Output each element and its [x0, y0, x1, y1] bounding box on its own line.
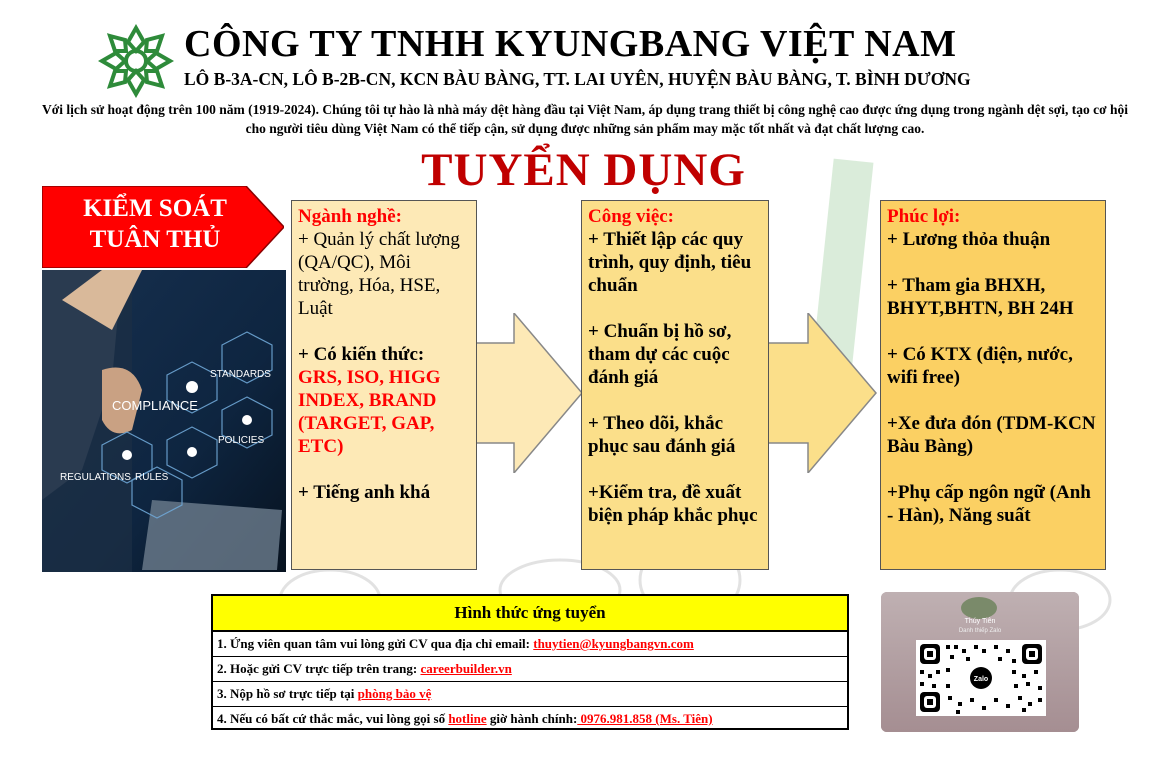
- company-address: LÔ B-3A-CN, LÔ B-2B-CN, KCN BÀU BÀNG, TT. LAI UYÊN, HUYỆN BÀU BÀNG, T. BÌNH DƯƠNG: [184, 69, 971, 89]
- benefits-box: [880, 200, 1106, 570]
- industry-item: + Quản lý chất lượng (QA/QC), Môi trường, Hóa, HSE, Luật: [298, 229, 460, 319]
- qr-code-icon[interactable]: [916, 640, 1046, 716]
- recruitment-title: TUYỂN DỤNG: [421, 144, 746, 196]
- zalo-card: [881, 592, 1079, 732]
- careerbuilder-link[interactable]: careerbuilder.vn: [420, 661, 512, 676]
- photo-label-policies: POLICIES: [218, 435, 265, 446]
- benefit-item: + Có KTX (điện, nước, wifi free): [887, 344, 1073, 388]
- email-link[interactable]: thuytien@kyungbangvn.com: [533, 636, 694, 651]
- position-title-line1: KIỂM SOÁT: [83, 195, 227, 222]
- position-title-line2: TUÂN THỦ: [89, 226, 221, 253]
- knowledge-label: + Có kiến thức:: [298, 344, 425, 365]
- application-row-hotline: [213, 707, 847, 731]
- duty-item: +Kiểm tra, đề xuất biện pháp khắc phục: [588, 482, 758, 526]
- application-methods: [211, 594, 849, 730]
- compliance-photo: [42, 270, 286, 572]
- application-row-email: [213, 632, 847, 657]
- job-duties-title: Công việc:: [588, 206, 675, 227]
- industry-title: Ngành nghề:: [298, 206, 402, 227]
- english-requirement: + Tiếng anh khá: [298, 482, 431, 503]
- duty-item: + Thiết lập các quy trình, quy định, tiêu chuẩn: [588, 229, 752, 296]
- photo-label-rules: RULES: [135, 472, 169, 483]
- benefits-title: Phúc lợi:: [887, 206, 961, 227]
- application-text: giờ hành chính:: [486, 711, 578, 726]
- phone-number-link[interactable]: 0976.981.858 (Ms. Tiên): [577, 711, 713, 726]
- photo-label-compliance: COMPLIANCE: [112, 398, 198, 413]
- zalo-subtitle: Danh thiếp Zalo: [958, 628, 1002, 634]
- hotline-link[interactable]: hotline: [448, 711, 487, 726]
- zalo-logo-text: Zalo: [973, 676, 989, 683]
- job-duties-box: [581, 200, 769, 570]
- application-text: 1. Ứng viên quan tâm vui lòng gửi CV qua địa chỉ email:: [217, 636, 534, 651]
- photo-label-standards: STANDARDS: [210, 369, 271, 380]
- company-name: CÔNG TY TNHH KYUNGBANG VIỆT NAM: [184, 23, 957, 65]
- knowledge-value: GRS, ISO, HIGG INDEX, BRAND (TARGET, GAP, ETC): [298, 367, 441, 457]
- position-title: [56, 193, 254, 255]
- avatar: [961, 597, 997, 619]
- benefit-item: +Phụ cấp ngôn ngữ (Anh - Hàn), Năng suất: [887, 482, 1091, 526]
- benefit-item: + Lương thỏa thuận: [887, 229, 1051, 250]
- application-text: 2. Hoặc gửi CV trực tiếp trên trang:: [217, 661, 421, 676]
- benefit-item: +Xe đưa đón (TDM-KCN Bàu Bàng): [887, 413, 1096, 457]
- benefit-item: + Tham gia BHXH, BHYT,BHTN, BH 24H: [887, 275, 1074, 319]
- company-logo: [98, 24, 174, 98]
- arrow-right-icon: [474, 313, 584, 473]
- security-office-link[interactable]: phòng bảo vệ: [357, 686, 432, 701]
- zalo-name: Thúy Tiên: [964, 618, 996, 625]
- arrow-right-icon: [768, 313, 878, 473]
- duty-item: + Chuẩn bị hồ sơ, tham dự các cuộc đánh giá: [588, 321, 732, 388]
- application-row-direct: [213, 682, 847, 707]
- application-text: 3. Nộp hồ sơ trực tiếp tại: [217, 686, 358, 701]
- company-intro: Với lịch sử hoạt động trên 100 năm (1919-2024). Chúng tôi tự hào là nhà máy dệt hàng đầu tại Việt Nam, áp dụng trang thiết bị công nghệ cao được ứng dụng trong ngành dệt sợi, tạo cơ hội cho người tiêu dùng Việt Nam có thể tiếp cận, sử dụng được những sản phẩm may mặc tốt nhất và đạt chất lượng cao.: [42, 102, 1128, 136]
- application-header: Hình thức ứng tuyển: [213, 596, 847, 632]
- photo-label-regulations: REGULATIONS: [60, 472, 131, 483]
- duty-item: + Theo dõi, khắc phục sau đánh giá: [588, 413, 736, 457]
- industry-box: [291, 200, 477, 570]
- application-row-website: [213, 657, 847, 682]
- application-text: 4. Nếu có bất cứ thắc mắc, vui lòng gọi số: [217, 711, 449, 726]
